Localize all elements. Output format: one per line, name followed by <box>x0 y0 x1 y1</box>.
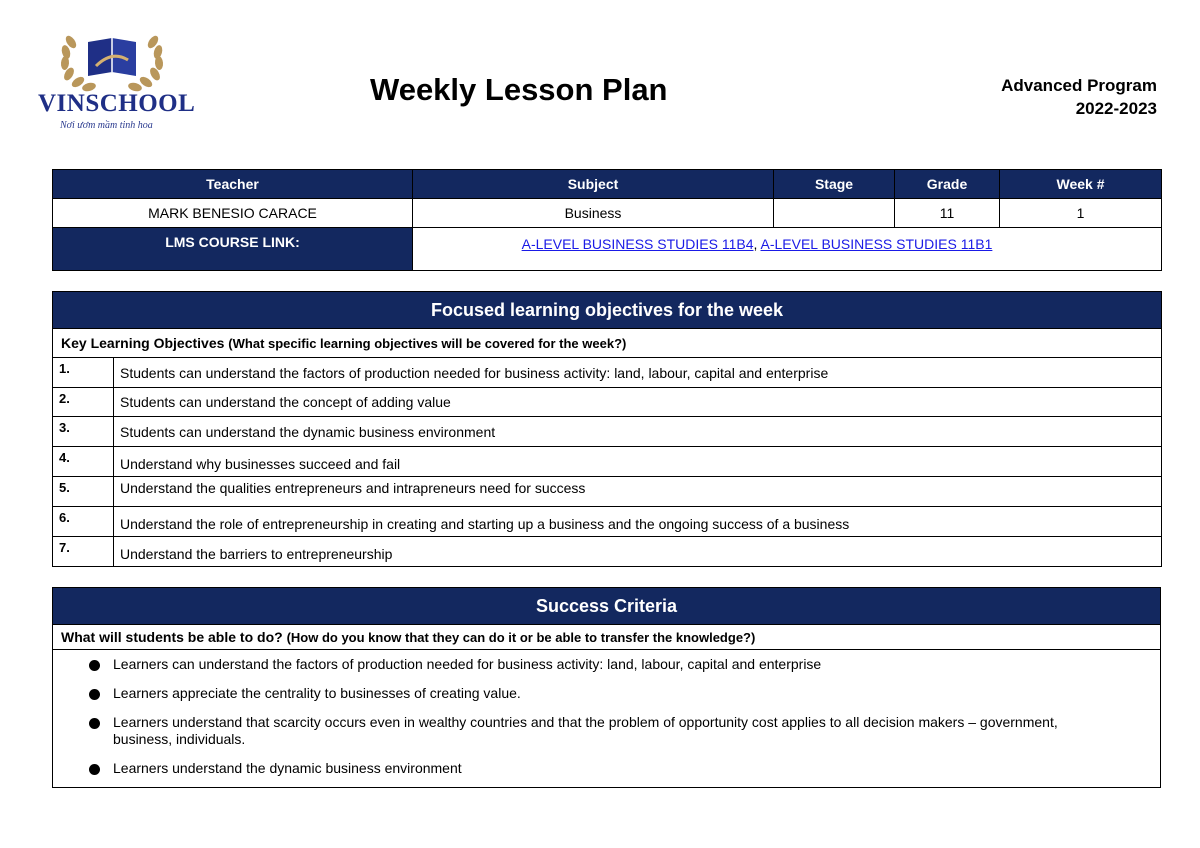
course-info-table <box>52 169 1162 271</box>
logo-tagline: Nơi ươm mầm tinh hoa <box>60 120 153 131</box>
logo-brand: VINSCHOOL <box>38 90 196 117</box>
program-year: 2022-2023 <box>1075 99 1157 118</box>
header-grade: Grade <box>895 170 1000 199</box>
objectives-title: Focused learning objectives for the week <box>53 292 1162 329</box>
objective-text: Understand the barriers to entrepreneurship <box>114 537 1162 567</box>
criteria-text: Learners understand the dynamic business environment <box>113 760 462 776</box>
objective-text: Students can understand the concept of adding value <box>114 388 1162 417</box>
teacher-value: MARK BENESIO CARACE <box>53 199 413 228</box>
objective-text: Students can understand the dynamic business environment <box>114 417 1162 447</box>
objectives-subheader <box>53 329 1162 358</box>
objectives-table <box>52 291 1162 567</box>
link-separator: , <box>753 236 761 252</box>
stage-value <box>774 199 895 228</box>
subject-value: Business <box>413 199 774 228</box>
objective-number: 7. <box>53 537 114 567</box>
lms-link-11b1[interactable]: A-LEVEL BUSINESS STUDIES 11B1 <box>760 236 993 252</box>
list-item <box>89 760 1160 777</box>
criteria-list <box>53 650 1161 788</box>
header-subject: Subject <box>413 170 774 199</box>
bullet-icon <box>89 764 100 775</box>
list-item <box>89 685 1160 702</box>
objectives-subheader-note: (What specific learning objectives will be covered for the week?) <box>228 336 627 351</box>
objective-number: 3. <box>53 417 114 447</box>
success-criteria-table <box>52 587 1161 788</box>
table-row <box>53 358 1162 388</box>
criteria-text: Learners can understand the factors of production needed for business activity: land, labour, capital and enterprise <box>113 656 822 672</box>
table-row <box>53 507 1162 537</box>
criteria-subheader-label: What will students be able to do? <box>61 629 283 645</box>
objective-number: 1. <box>53 358 114 388</box>
header-teacher: Teacher <box>53 170 413 199</box>
criteria-text: Learners appreciate the centrality to businesses of creating value. <box>113 685 521 701</box>
laurel-book-emblem-icon <box>36 20 206 95</box>
table-row <box>53 477 1162 507</box>
lms-course-link-label: LMS COURSE LINK: <box>53 228 413 271</box>
program-name: Advanced Program <box>1001 76 1157 95</box>
table-row <box>53 388 1162 417</box>
bullet-icon <box>89 718 100 729</box>
objective-text: Students can understand the factors of production needed for business activity: land, labour, capital and enterprise <box>114 358 1162 388</box>
objective-number: 2. <box>53 388 114 417</box>
objective-number: 4. <box>53 447 114 477</box>
objective-text: Understand the role of entrepreneurship in creating and starting up a business and the ongoing success of a business <box>114 507 1162 537</box>
list-item <box>89 656 1160 673</box>
program-info <box>1001 74 1157 120</box>
table-row <box>53 537 1162 567</box>
objective-number: 6. <box>53 507 114 537</box>
criteria-text: Learners understand that scarcity occurs even in wealthy countries and that the problem of opportunity cost applies to all decision makers – government, business, individuals. <box>113 714 1058 747</box>
objectives-subheader-label: Key Learning Objectives <box>61 335 225 351</box>
header-week: Week # <box>1000 170 1162 199</box>
week-value: 1 <box>1000 199 1162 228</box>
lms-links-cell <box>413 228 1162 271</box>
objective-text: Understand the qualities entrepreneurs and intrapreneurs need for success <box>114 477 1162 507</box>
bullet-icon <box>89 660 100 671</box>
criteria-subheader-note: (How do you know that they can do it or be able to transfer the knowledge?) <box>286 630 756 645</box>
list-item <box>89 714 1160 748</box>
table-row <box>53 447 1162 477</box>
criteria-subheader <box>53 625 1161 650</box>
objective-text: Understand why businesses succeed and fail <box>114 447 1162 477</box>
objective-number: 5. <box>53 477 114 507</box>
page-title: Weekly Lesson Plan <box>370 72 668 107</box>
table-row <box>53 417 1162 447</box>
lms-link-11b4[interactable]: A-LEVEL BUSINESS STUDIES 11B4 <box>521 236 754 252</box>
bullet-icon <box>89 689 100 700</box>
header-stage: Stage <box>774 170 895 199</box>
grade-value: 11 <box>895 199 1000 228</box>
criteria-title: Success Criteria <box>53 588 1161 625</box>
school-logo <box>36 20 206 130</box>
